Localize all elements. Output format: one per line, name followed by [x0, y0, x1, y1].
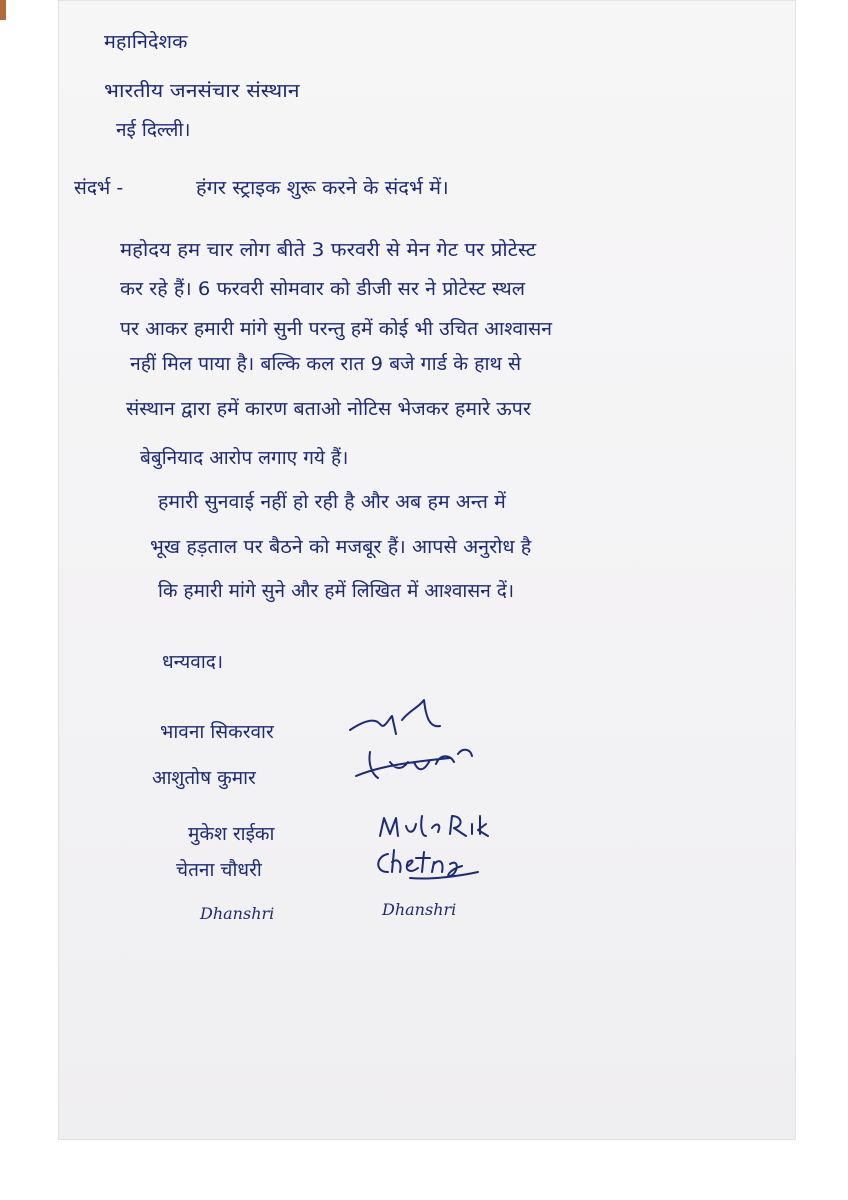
body-line-1: महोदय हम चार लोग बीते 3 फरवरी से मेन गेट पर प्रोटेस्ट: [120, 239, 537, 261]
address-line-3: नई दिल्ली।: [116, 119, 191, 141]
reference-text: हंगर स्ट्राइक शुरू करने के संदर्भ में।: [196, 177, 449, 199]
signatory-name-4: चेतना चौधरी: [176, 859, 262, 881]
body-line-3: पर आकर हमारी मांगे सुनी परन्तु हमें कोई भी उचित आश्वासन: [120, 318, 552, 340]
signature-2: [350, 740, 490, 790]
body-line-6: बेबुनियाद आरोप लगाए गये हैं।: [140, 447, 349, 469]
address-line-2: भारतीय जनसंचार संस्थान: [104, 80, 300, 102]
signature-3: [376, 806, 506, 846]
signatory-name-3: मुकेश राईका: [188, 823, 275, 845]
table-edge-left: [0, 0, 6, 20]
closing-text: धन्यवाद।: [162, 651, 224, 673]
body-line-5: संस्थान द्वारा हमें कारण बताओ नोटिस भेजकर हमारे ऊपर: [126, 398, 531, 420]
body-line-9: कि हमारी मांगे सुने और हमें लिखित में आश्वासन दें।: [158, 580, 515, 602]
signatory-name-2: आशुतोष कुमार: [152, 767, 256, 789]
footer-mark-2: Dhanshri: [382, 900, 457, 919]
body-line-8: भूख हड़ताल पर बैठने को मजबूर हैं। आपसे अनुरोध है: [150, 536, 532, 558]
body-line-4: नहीं मिल पाया है। बल्कि कल रात 9 बजे गार्ड के हाथ से: [130, 353, 522, 375]
footer-mark-1: Dhanshri: [200, 904, 275, 923]
body-line-2: कर रहे हैं। 6 फरवरी सोमवार को डीजी सर ने प्रोटेस्ट स्थल: [120, 278, 525, 300]
letter-sheet: [58, 0, 796, 1140]
reference-label: संदर्भ -: [74, 177, 124, 199]
address-line-1: महानिदेशक: [104, 31, 188, 53]
signature-4: [370, 842, 490, 882]
body-line-7: हमारी सुनवाई नहीं हो रही है और अब हम अन्त में: [158, 491, 506, 513]
signatory-name-1: भावना सिकरवार: [160, 721, 274, 743]
